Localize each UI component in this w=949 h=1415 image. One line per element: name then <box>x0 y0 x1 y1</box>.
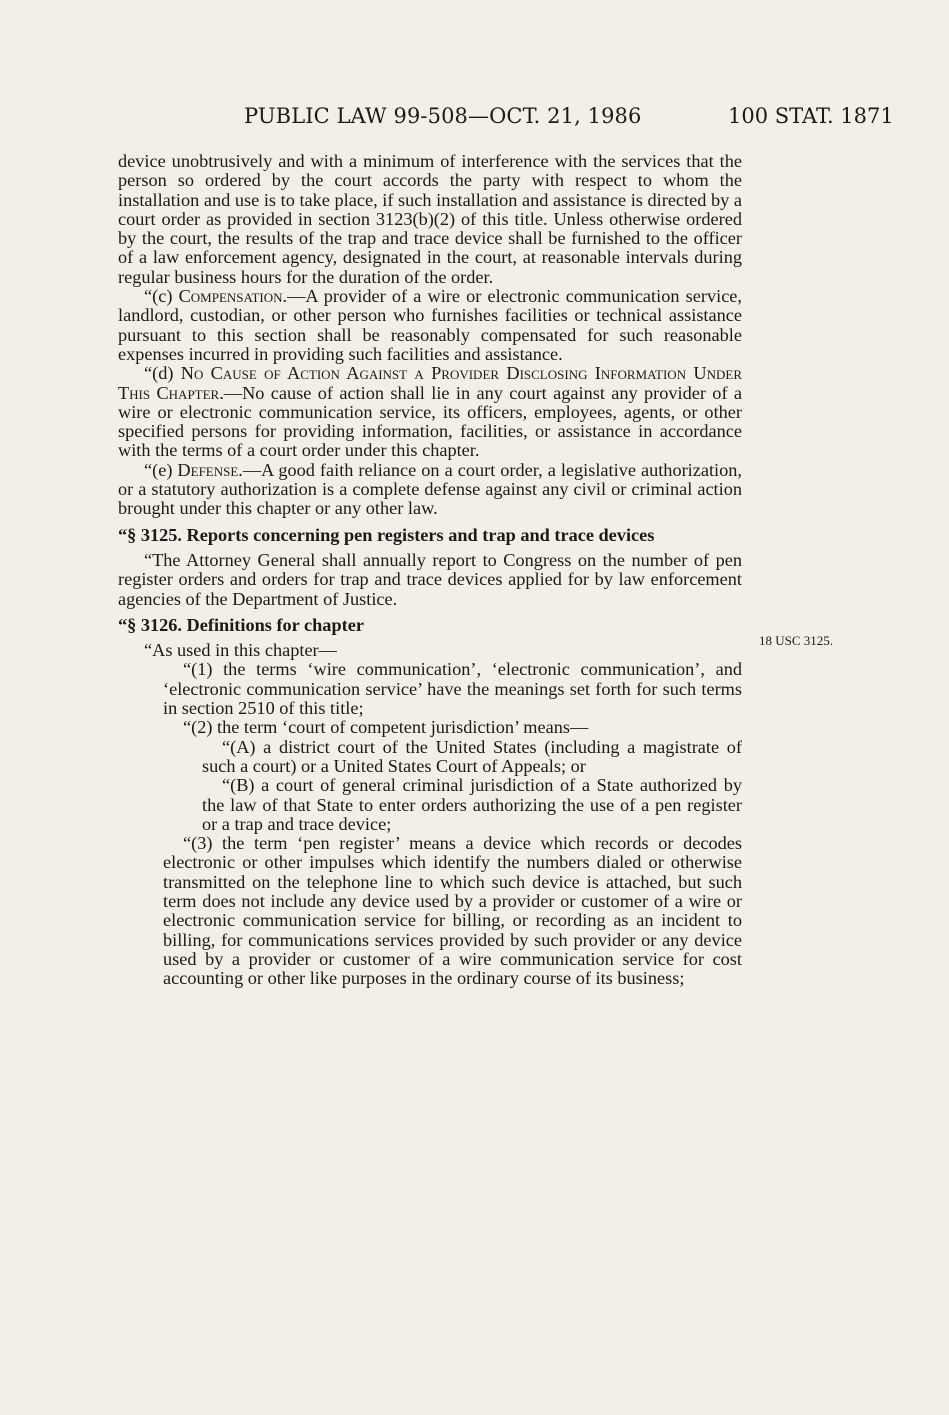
definition-3: “(3) the term ‘pen register’ means a device which records or decodes electronic or other impulses which identify the numbers dialed or otherwise transmitted on the telephone line to which such device is attached, but such term does not include any device used by a provider or customer of a wire or electronic communication service for billing, or recording as an incident to billing, for communications services provided by such provider or any device used by a provider or customer of a wire communication service for cost accounting or other like purposes in the ordinary course of its business; <box>163 833 742 989</box>
paragraph-e-text: .—A good faith reliance on a court order, a legislative authorization, or a statutory authorization is a complete defense against any civil or criminal action brought under this chapter or any other law. <box>118 459 742 519</box>
definition-2b: “(B) a court of general criminal jurisdiction of a State authorized by the law of that State to enter orders authorizing the use of a pen register or a trap and trace device; <box>202 775 742 834</box>
definition-2: “(2) the term ‘court of competent jurisdiction’ means— <box>183 717 589 738</box>
page-header-title: PUBLIC LAW 99-508—OCT. 21, 1986 <box>244 104 642 128</box>
margin-citation: 18 USC 3125. <box>759 633 834 648</box>
definitions-intro: “As used in this chapter— <box>144 640 337 661</box>
paragraph-continuation: device unobtrusively and with a minimum of interference with the services that the person so ordered by the court accords the party with respect to whom the installation and use is to take place, if such installation and assistance is directed by a court order as provided in section 3123(b)(2) of this title. Unless otherwise ordered by the court, the results of the trap and trace device shall be furnished to the officer of a law enforcement agency, designated in the court, at reasonable intervals during regular business hours for the duration of the order. <box>118 151 742 287</box>
paragraph-e-defense <box>118 461 742 519</box>
paragraph-c-text: .—A provider of a wire or electronic communication service, landlord, custodian, or other person who furnishes facilities or technical assistance pursuant to this section shall be reasonably compensated for such reasonable expenses incurred in providing such facilities and assistance. <box>118 286 742 364</box>
paragraph-e-prefix: “(e) <box>144 459 178 480</box>
page-header-stat: 100 STAT. 1871 <box>728 104 894 128</box>
section-3125-text: “The Attorney General shall annually report to Congress on the number of pen register orders and orders for trap and trace devices applied for by law enforcement agencies of the Department of Justice. <box>118 549 742 609</box>
paragraph-d-prefix: “(d) <box>144 363 181 384</box>
paragraph-c-prefix: “(c) <box>144 286 179 307</box>
paragraph-e-heading: Defense <box>177 459 239 480</box>
definition-2a: “(A) a district court of the United States (including a magistrate of such a court) or a United States Court of Appeals; or <box>202 736 742 776</box>
paragraph-d-no-cause-of-action <box>118 364 742 460</box>
body-text <box>118 152 742 988</box>
paragraph-d-text: .—No cause of action shall lie in any court against any provider of a wire or electronic communication service, its officers, employees, agents, or other specified persons for providing information, facilities, or assistance in accordance with the terms of a court order under this chapter. <box>118 382 743 461</box>
section-3126-heading: “§ 3126. Definitions for chapter <box>118 614 364 635</box>
section-3125-heading: “§ 3125. Reports concerning pen registers and trap and trace devices <box>118 524 655 545</box>
definition-1: “(1) the terms ‘wire communication’, ‘electronic communication’, and ‘electronic communication service’ have the meanings set forth for such terms in section 2510 of this title; <box>163 659 742 719</box>
paragraph-c-heading: Compensation <box>178 286 283 307</box>
paragraph-d-heading: No Cause of Action Against a Provider Disclosing Information Under This Chapter <box>118 363 742 403</box>
paragraph-c-compensation <box>118 287 742 364</box>
